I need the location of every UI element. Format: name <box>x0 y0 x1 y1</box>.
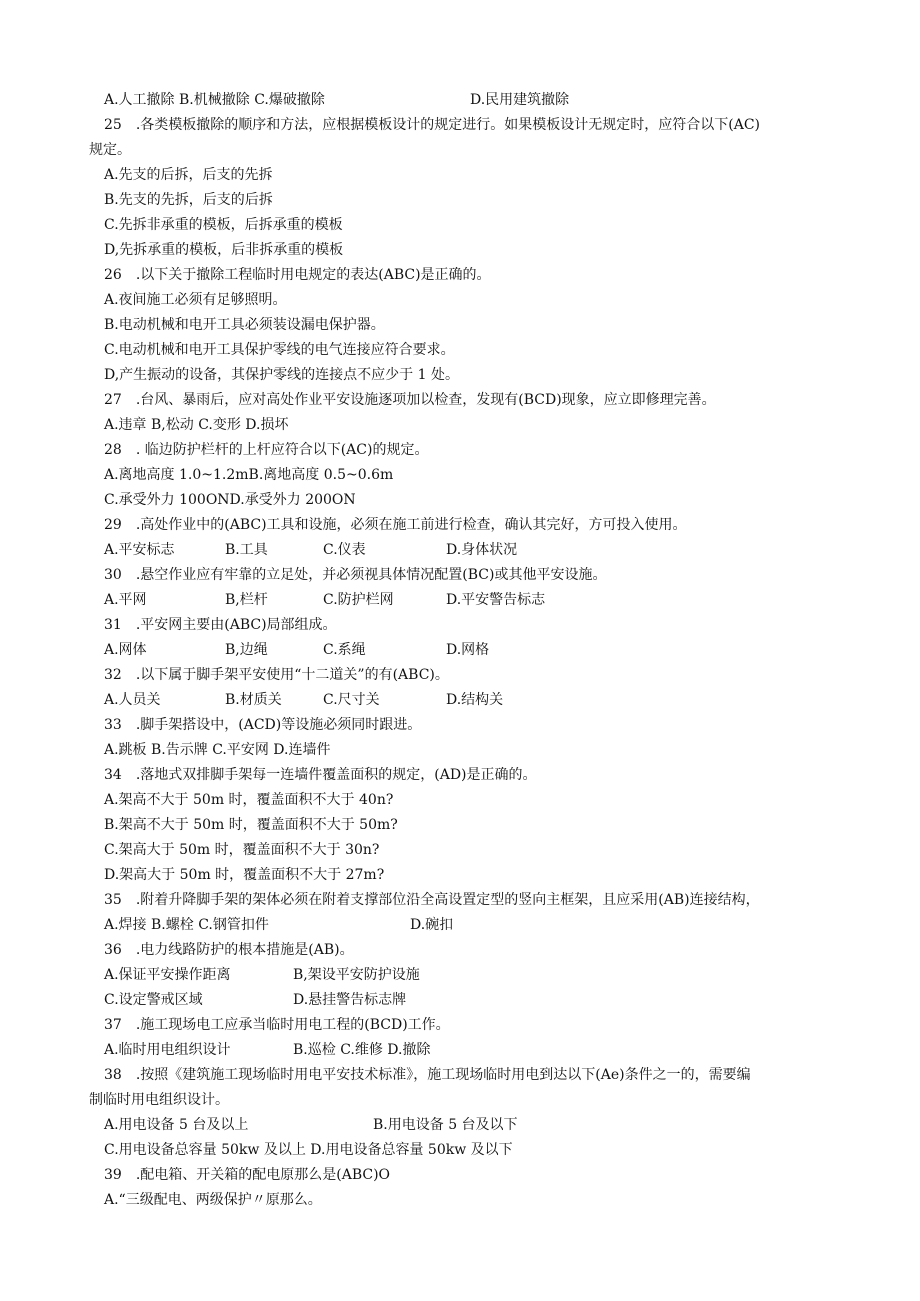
question-line <box>0 438 920 463</box>
option-text: D.结构关 <box>446 692 504 708</box>
text-line <box>0 638 920 663</box>
option-text: B.先支的先拆，后支的后拆 <box>104 192 273 208</box>
text-line <box>0 813 920 838</box>
option-text: A.跳板 B.告示牌 C.平安网 D.连墙件 <box>104 742 331 758</box>
question-line <box>0 1163 920 1188</box>
text-line <box>0 313 920 338</box>
question-text: 35 .附着升降脚手架的架体必须在附着支撑部位沿全高设置定型的竖向主框架，且应采用(AB)连接结构， <box>104 892 760 908</box>
option-text: D.悬挂警告标志牌 <box>293 992 407 1008</box>
text-line <box>0 288 920 313</box>
option-text: C.设定警戒区域 <box>104 992 203 1008</box>
question-line <box>0 1063 920 1088</box>
question-text: 38 .按照《建筑施工现场临时用电平安技术标准》，施工现场临时用电到达以下(Ae)条件之一的，需要编 <box>104 1067 751 1083</box>
option-text: A.违章 B,松动 C.变形 D.损坏 <box>104 417 289 433</box>
option-text: A.人员关 <box>104 692 161 708</box>
question-text: 25 .各类模板撤除的顺序和方法，应根据模板设计的规定进行。如果模板设计无规定时，应符合以下(AC) <box>104 117 761 133</box>
option-text: B.用电设备 5 台及以下 <box>373 1117 518 1133</box>
text-line <box>0 1188 920 1213</box>
question-line <box>0 263 920 288</box>
option-text: A.架高不大于 50m 时，覆盖面积不大于 40n? <box>104 792 394 808</box>
text-line <box>0 788 920 813</box>
continuation-text: 制临时用电组织设计。 <box>89 1092 229 1108</box>
option-text: A.夜间施工必须有足够照明。 <box>104 292 287 308</box>
option-text: B.巡检 C.维修 D.撤除 <box>293 1042 431 1058</box>
text-line <box>0 1113 920 1138</box>
text-line <box>0 213 920 238</box>
option-text: A.用电设备 5 台及以上 <box>104 1117 249 1133</box>
question-line <box>0 663 920 688</box>
question-line <box>0 563 920 588</box>
text-line <box>0 588 920 613</box>
option-text: C.用电设备总容量 50kw 及以上 D.用电设备总容量 50kw 及以下 <box>104 1142 513 1158</box>
question-text: 29 .高处作业中的(ABC)工具和设施，必须在施工前进行检查，确认其完好，方可投入使用。 <box>104 517 687 533</box>
text-line <box>0 988 920 1013</box>
option-text: D.碗扣 <box>410 917 454 933</box>
option-text: B.材质关 <box>225 692 282 708</box>
text-line <box>0 363 920 388</box>
option-text: B,边绳 <box>225 642 268 658</box>
text-line <box>0 188 920 213</box>
question-line <box>0 763 920 788</box>
text-line <box>0 338 920 363</box>
text-line <box>0 138 920 163</box>
question-text: 39 .配电箱、开关箱的配电原那么是(ABC)O <box>104 1167 391 1183</box>
text-line <box>0 163 920 188</box>
text-line <box>0 838 920 863</box>
option-text: A.先支的后拆，后支的先拆 <box>104 167 273 183</box>
text-line <box>0 488 920 513</box>
option-text: D,产生振动的设备，其保护零线的连接点不应少于 1 处。 <box>104 367 459 383</box>
question-line <box>0 938 920 963</box>
text-line <box>0 413 920 438</box>
text-line <box>0 913 920 938</box>
question-line <box>0 513 920 538</box>
text-line <box>0 688 920 713</box>
option-text: D,先拆承重的模板，后非拆承重的模板 <box>104 242 344 258</box>
text-line <box>0 1038 920 1063</box>
option-text: C.仪表 <box>323 542 366 558</box>
option-text: A.离地高度 1.0~1.2mB.离地高度 0.5~0.6m <box>104 467 394 483</box>
option-text: C.先拆非承重的模板，后拆承重的模板 <box>104 217 343 233</box>
question-text: 27 .台风、暴雨后，应对高处作业平安设施逐项加以检查，发现有(BCD)现象，应立即修理完善。 <box>104 392 716 408</box>
text-line <box>0 1088 920 1113</box>
question-line <box>0 388 920 413</box>
question-text: 33 .脚手架搭设中，(ACD)等设施必须同时跟进。 <box>104 717 422 733</box>
option-text: A.临时用电组织设计 <box>104 1042 231 1058</box>
question-text: 31 .平安网主要由(ABC)局部组成。 <box>104 617 337 633</box>
question-text: 36 .电力线路防护的根本措施是(AB)。 <box>104 942 354 958</box>
option-text: A.焊接 B.螺栓 C.钢管扣件 <box>104 917 269 933</box>
question-text: 32 .以下属于脚手架平安使用“十二道关”的有(ABC)。 <box>104 667 449 683</box>
question-text: 28 . 临边防护栏杆的上杆应符合以下(AC)的规定。 <box>104 442 429 458</box>
option-text: B,栏杆 <box>225 592 268 608</box>
question-line <box>0 113 920 138</box>
text-line <box>0 538 920 563</box>
option-text: B.工具 <box>225 542 268 558</box>
option-text: A.“三级配电、两级保护〃原那么。 <box>104 1192 322 1208</box>
text-line <box>0 88 920 113</box>
text-line <box>0 463 920 488</box>
question-text: 30 .悬空作业应有牢靠的立足处，并必须视具体情况配置(BC)或其他平安设施。 <box>104 567 607 583</box>
option-text: D.平安警告标志 <box>446 592 546 608</box>
option-text: C.承受外力 100OND.承受外力 200ON <box>104 492 356 508</box>
question-line <box>0 613 920 638</box>
option-text: C.架高大于 50m 时，覆盖面积不大于 30n? <box>104 842 380 858</box>
option-text: D.民用建筑撤除 <box>470 92 570 108</box>
option-text: D.网格 <box>446 642 490 658</box>
option-text: A.保证平安操作距离 <box>104 967 231 983</box>
text-line <box>0 1138 920 1163</box>
question-line <box>0 888 920 913</box>
text-line <box>0 738 920 763</box>
option-text: C.尺寸关 <box>323 692 380 708</box>
option-text: C.电动机械和电开工具保护零线的电气连接应符合要求。 <box>104 342 455 358</box>
question-line <box>0 713 920 738</box>
option-text: A.网体 <box>104 642 147 658</box>
option-text: C.系绳 <box>323 642 366 658</box>
option-text: A.人工撤除 B.机械撤除 C.爆破撤除 <box>104 92 325 108</box>
text-line <box>0 863 920 888</box>
option-text: B,架设平安防护设施 <box>293 967 420 983</box>
option-text: A.平网 <box>104 592 147 608</box>
option-text: B.电动机械和电开工具必须装设漏电保护器。 <box>104 317 385 333</box>
option-text: B.架高不大于 50m 时，覆盖面积不大于 50m? <box>104 817 398 833</box>
question-line <box>0 1013 920 1038</box>
question-text: 37 .施工现场电工应承当临时用电工程的(BCD)工作。 <box>104 1017 450 1033</box>
question-text: 34 .落地式双排脚手架每一连墙件覆盖面积的规定，(AD)是正确的。 <box>104 767 537 783</box>
option-text: D.架高大于 50m 时，覆盖面积不大于 27m? <box>104 867 385 883</box>
continuation-text: 规定。 <box>89 142 131 158</box>
option-text: A.平安标志 <box>104 542 175 558</box>
question-text: 26 .以下关于撤除工程临时用电规定的表达(ABC)是正确的。 <box>104 267 491 283</box>
text-line <box>0 238 920 263</box>
option-text: C.防护栏网 <box>323 592 394 608</box>
text-line <box>0 963 920 988</box>
option-text: D.身体状况 <box>446 542 518 558</box>
